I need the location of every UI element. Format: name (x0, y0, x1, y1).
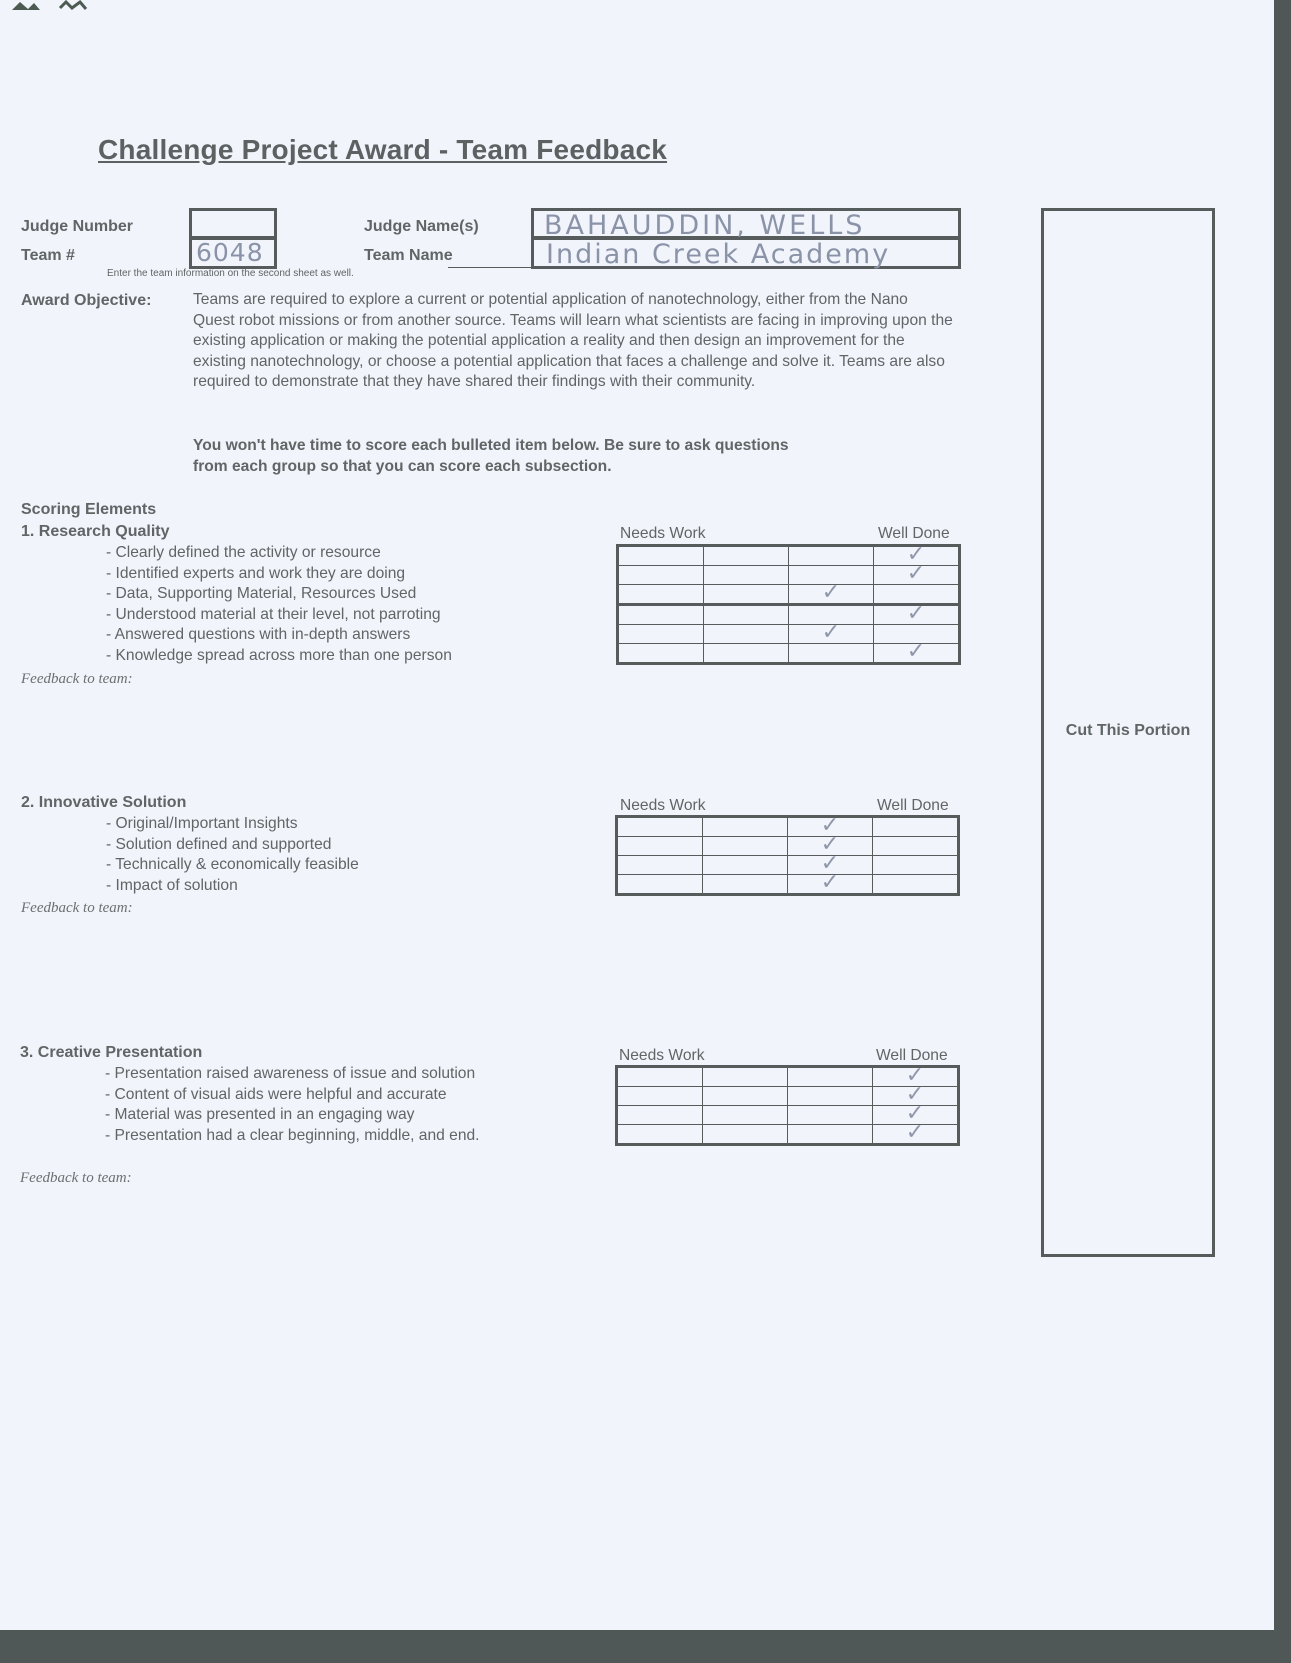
judge-number-label: Judge Number (21, 218, 134, 235)
team-number-handwriting: 6048 (196, 238, 264, 267)
rating-cell[interactable] (703, 1106, 788, 1125)
rating-row (617, 837, 959, 856)
check-mark-icon: ✓ (905, 1062, 925, 1088)
award-objective-label: Award Objective: (21, 292, 152, 309)
page-title: Challenge Project Award - Team Feedback (98, 134, 668, 165)
rating-cell[interactable] (873, 875, 959, 895)
list-item: - Material was presented in an engaging way (105, 1106, 415, 1124)
check-mark-icon: ✓ (821, 579, 841, 605)
check-mark-icon: ✓ (906, 638, 926, 664)
rating-cell[interactable] (703, 875, 788, 895)
rating-cell[interactable] (703, 1087, 788, 1106)
check-mark-icon: ✓ (906, 600, 926, 626)
rating-cell[interactable] (788, 1125, 873, 1145)
team-number-label: Team # (21, 247, 75, 264)
rating-cell[interactable] (873, 856, 959, 875)
rating-row (617, 1125, 959, 1145)
check-mark-icon: ✓ (905, 1119, 925, 1145)
team-name-handwriting: Indian Creek Academy (546, 239, 891, 270)
rating-cell[interactable] (789, 619, 874, 645)
rating-cell[interactable] (617, 875, 703, 895)
rating-cell[interactable] (874, 600, 960, 626)
check-mark-icon: ✓ (820, 812, 840, 838)
scoring-elements-heading: Scoring Elements (21, 501, 157, 518)
check-mark-icon: ✓ (906, 541, 926, 567)
rating-cell[interactable] (704, 644, 789, 664)
rating-cell[interactable] (618, 605, 704, 625)
list-item: - Solution defined and supported (106, 835, 332, 853)
section-1-items (106, 543, 452, 667)
rating-cell[interactable] (704, 625, 789, 644)
section-3-feedback-label: Feedback to team: (20, 1170, 132, 1186)
rating-cell[interactable] (703, 837, 788, 856)
rating-cell[interactable] (789, 644, 874, 664)
team-number-field[interactable] (189, 237, 277, 269)
section-3-items (105, 1064, 480, 1146)
section-1-needs-work-label: Needs Work (620, 525, 706, 542)
list-item: - Technically & economically feasible (106, 856, 359, 874)
rating-cell[interactable] (618, 625, 704, 644)
judge-names-label: Judge Name(s) (364, 218, 479, 235)
section-1-well-done-label: Well Done (878, 525, 950, 542)
list-item: - Impact of solution (106, 876, 238, 894)
rating-row (618, 605, 960, 625)
section-2-needs-work-label: Needs Work (620, 797, 706, 814)
judge-number-field[interactable] (189, 208, 277, 239)
rating-cell[interactable] (703, 1125, 788, 1145)
rating-cell[interactable] (618, 644, 704, 664)
section-1-title: 1. Research Quality (21, 523, 170, 540)
section-3-well-done-label: Well Done (876, 1047, 948, 1064)
rating-cell[interactable] (617, 1087, 703, 1106)
section-3-rating-grid (615, 1062, 960, 1146)
rating-cell[interactable] (788, 1087, 873, 1106)
rating-cell[interactable] (703, 856, 788, 875)
section-3-needs-work-label: Needs Work (619, 1047, 705, 1064)
judge-names-handwriting: BAHAUDDIN, WELLS (544, 210, 866, 241)
award-objective-text: Teams are required to explore a current or potential application of nanotechnology, either from the Nano Quest robot missions or from another source. Teams will learn what scientists are facing in improving upon the existing application or making the potential application a reality and then design an improvement for the existing nanotechnology, or choose a potential application that faces a challenge and solve it. Teams are also required to demonstrate that they have shared their findings with their community. (193, 291, 953, 390)
rating-cell[interactable] (617, 837, 703, 856)
list-item: - Identified experts and work they are doing (106, 564, 406, 582)
rating-cell[interactable] (704, 605, 789, 625)
list-item: - Knowledge spread across more than one person (106, 646, 452, 664)
check-mark-icon: ✓ (820, 850, 840, 876)
rating-cell[interactable] (704, 585, 789, 605)
rating-cell[interactable] (789, 579, 874, 605)
rating-cell[interactable] (618, 546, 704, 566)
rating-cell[interactable] (789, 546, 874, 566)
rating-cell[interactable] (788, 1106, 873, 1125)
corner-mark-icon (10, 0, 90, 12)
list-item: - Data, Supporting Material, Resources Used (106, 585, 417, 603)
list-item: - Understood material at their level, not parroting (106, 605, 441, 623)
check-mark-icon: ✓ (906, 560, 926, 586)
rating-cell[interactable] (617, 1125, 703, 1145)
list-item: - Answered questions with in-depth answers (106, 626, 411, 644)
check-mark-icon: ✓ (820, 831, 840, 857)
rating-row (617, 856, 959, 875)
rating-cell[interactable] (618, 566, 704, 585)
check-mark-icon: ✓ (820, 869, 840, 895)
section-2-well-done-label: Well Done (877, 797, 949, 814)
rating-cell[interactable] (617, 817, 703, 837)
rating-cell[interactable] (873, 1119, 959, 1145)
rating-cell[interactable] (617, 1067, 703, 1087)
team-name-label: Team Name (364, 247, 453, 264)
section-2-rating-grid (615, 812, 960, 896)
section-2-items (106, 814, 359, 896)
judge-names-field[interactable] (531, 208, 961, 239)
rating-cell[interactable] (703, 817, 788, 837)
scoring-instruction: You won't have time to score each bulleted item below. Be sure to ask questions from each group so that you can score each subsection. (193, 437, 789, 475)
cut-portion-label: Cut This Portion (1065, 722, 1191, 739)
section-1-feedback-label: Feedback to team: (21, 671, 133, 687)
section-1-rating-grid (616, 541, 961, 665)
team-name-field[interactable] (531, 237, 961, 269)
rating-cell[interactable] (874, 560, 960, 586)
rating-cell[interactable] (704, 566, 789, 585)
list-item: - Clearly defined the activity or resource (106, 544, 381, 561)
rating-row (618, 644, 960, 664)
list-item: - Presentation raised awareness of issue and solution (105, 1065, 476, 1082)
rating-cell[interactable] (617, 1106, 703, 1125)
list-item: - Presentation had a clear beginning, middle, and end. (105, 1126, 480, 1144)
section-3-title: 3. Creative Presentation (20, 1044, 203, 1061)
list-item: - Original/Important Insights (106, 815, 298, 832)
rating-cell[interactable] (788, 1067, 873, 1087)
rating-cell[interactable] (788, 869, 873, 895)
rating-cell[interactable] (874, 638, 960, 664)
check-mark-icon: ✓ (905, 1081, 925, 1107)
check-mark-icon: ✓ (905, 1100, 925, 1126)
section-2-title: 2. Innovative Solution (21, 794, 187, 811)
rating-row (617, 817, 959, 837)
rating-cell[interactable] (873, 837, 959, 856)
list-item: - Content of visual aids were helpful and accurate (105, 1085, 447, 1103)
team-info-note: Enter the team information on the second sheet as well. (107, 268, 354, 279)
team-name-underline (448, 267, 532, 268)
rating-row (617, 875, 959, 895)
check-mark-icon: ✓ (821, 619, 841, 645)
rating-cell[interactable] (873, 817, 959, 837)
rating-cell[interactable] (617, 856, 703, 875)
rating-cell[interactable] (618, 585, 704, 605)
rating-row (618, 566, 960, 585)
rating-cell[interactable] (703, 1067, 788, 1087)
rating-cell[interactable] (704, 546, 789, 566)
section-2-feedback-label: Feedback to team: (21, 900, 133, 916)
